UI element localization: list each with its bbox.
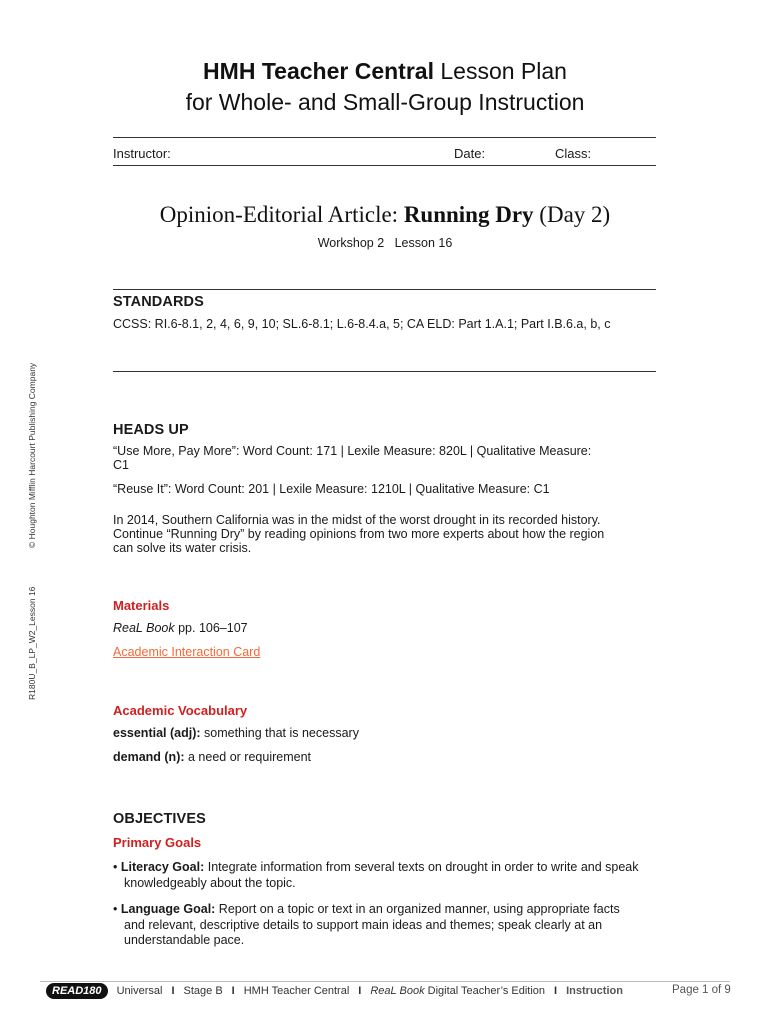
lesson-title	[0, 202, 770, 228]
title-bold: HMH Teacher Central	[203, 58, 434, 84]
heads-up-para-line1: In 2014, Southern California was in the midst of the worst drought in its recorded history.	[113, 513, 601, 527]
vocab-definition: a need or requirement	[184, 750, 311, 764]
goal-item	[113, 902, 673, 949]
standards-text: CCSS: RI.6-8.1, 2, 4, 6, 9, 10; SL.6-8.1; L.6-8.4.a, 5; CA ELD: Part 1.A.1; Part I.B.6.a, b, c	[113, 317, 611, 331]
page-title	[0, 58, 770, 85]
lesson-title-prefix: Opinion-Editorial Article:	[159, 202, 404, 227]
heads-up-heading: HEADS UP	[113, 422, 189, 438]
instructor-label: Instructor:	[113, 146, 171, 161]
date-label: Date:	[454, 146, 486, 161]
goal-label: Language Goal:	[120, 902, 216, 916]
title-rest: Lesson Plan	[433, 58, 567, 84]
goal-text-line2: and relevant, descriptive details to support main ideas and themes; speak clearly at an	[124, 917, 603, 932]
footer-rule	[40, 981, 730, 982]
lesson-title-suffix: (Day 2)	[533, 202, 611, 227]
vocab-item	[113, 750, 311, 764]
page-subtitle: for Whole- and Small-Group Instruction	[185, 89, 585, 115]
objectives-heading: OBJECTIVES	[113, 811, 206, 827]
primary-goals-heading: Primary Goals	[113, 835, 202, 850]
vocab-definition: something that is necessary	[200, 726, 359, 740]
header-rule-top	[113, 137, 656, 138]
goal-text-line1: Report on a topic or text in an organized manner, using appropriate facts	[215, 902, 620, 916]
heads-up-line2: “Reuse It”: Word Count: 201 | Lexile Measure: 1210L | Qualitative Measure: C1	[113, 482, 550, 496]
copyright-side-text: © Houghton Mifflin Harcourt Publishing Company	[27, 362, 37, 548]
book-title: ReaL Book	[113, 621, 175, 635]
vocab-term: essential (adj):	[113, 726, 201, 740]
heads-up-line1b: C1	[113, 458, 129, 472]
page-number: Page 1 of 9	[672, 984, 731, 996]
standards-heading: STANDARDS	[113, 294, 204, 310]
goal-item	[113, 860, 673, 891]
materials-heading: Materials	[113, 598, 170, 613]
footer-edition: Digital Teacher’s Edition	[424, 985, 546, 997]
footer-book: ReaL Book	[370, 985, 425, 997]
goal-label: Literacy Goal:	[120, 860, 205, 874]
goal-text-line2: knowledgeably about the topic.	[124, 875, 296, 890]
materials-book	[113, 621, 248, 635]
lesson-label: Lesson 16	[394, 236, 453, 250]
bullet-icon: •	[113, 860, 118, 874]
workshop-label: Workshop 2	[317, 236, 385, 250]
heads-up-para-line2: Continue “Running Dry” by reading opinions from two more experts about how the region	[113, 527, 605, 541]
bullet-icon: •	[113, 902, 118, 916]
vocab-item	[113, 726, 359, 740]
goal-text-line3: understandable pace.	[124, 933, 245, 947]
footer-section: Instruction	[566, 985, 623, 997]
goal-text-line1: Integrate information from several texts on drought in order to write and speak	[204, 860, 639, 874]
class-label: Class:	[555, 146, 592, 161]
standards-rule-bottom	[113, 371, 656, 372]
footer-teacher-central: HMH Teacher Central	[243, 985, 350, 997]
vocab-heading: Academic Vocabulary	[113, 703, 248, 718]
footer: READ180 Universal I Stage B I HMH Teacher Central I ReaL Book Digital Teacher’s Edition I Instruction	[46, 985, 623, 997]
lesson-subtitle	[0, 236, 770, 250]
read180-logo: READ180	[46, 983, 108, 999]
file-code-side-text: R180U_B_LP_W2_Lesson 16	[27, 586, 37, 700]
heads-up-line1: “Use More, Pay More”: Word Count: 171 | Lexile Measure: 820L | Qualitative Measure:	[113, 444, 592, 458]
vocab-term: demand (n):	[113, 750, 185, 764]
heads-up-para-line3: can solve its water crisis.	[113, 541, 252, 555]
header-rule-bottom	[113, 165, 656, 166]
footer-universal: Universal	[116, 985, 163, 997]
standards-rule-top	[113, 289, 656, 290]
lesson-title-bold: Running Dry	[403, 202, 534, 227]
book-pages: pp. 106–107	[174, 621, 248, 635]
footer-stage: Stage B	[183, 985, 223, 997]
academic-interaction-card-link[interactable]: Academic Interaction Card	[113, 645, 261, 659]
